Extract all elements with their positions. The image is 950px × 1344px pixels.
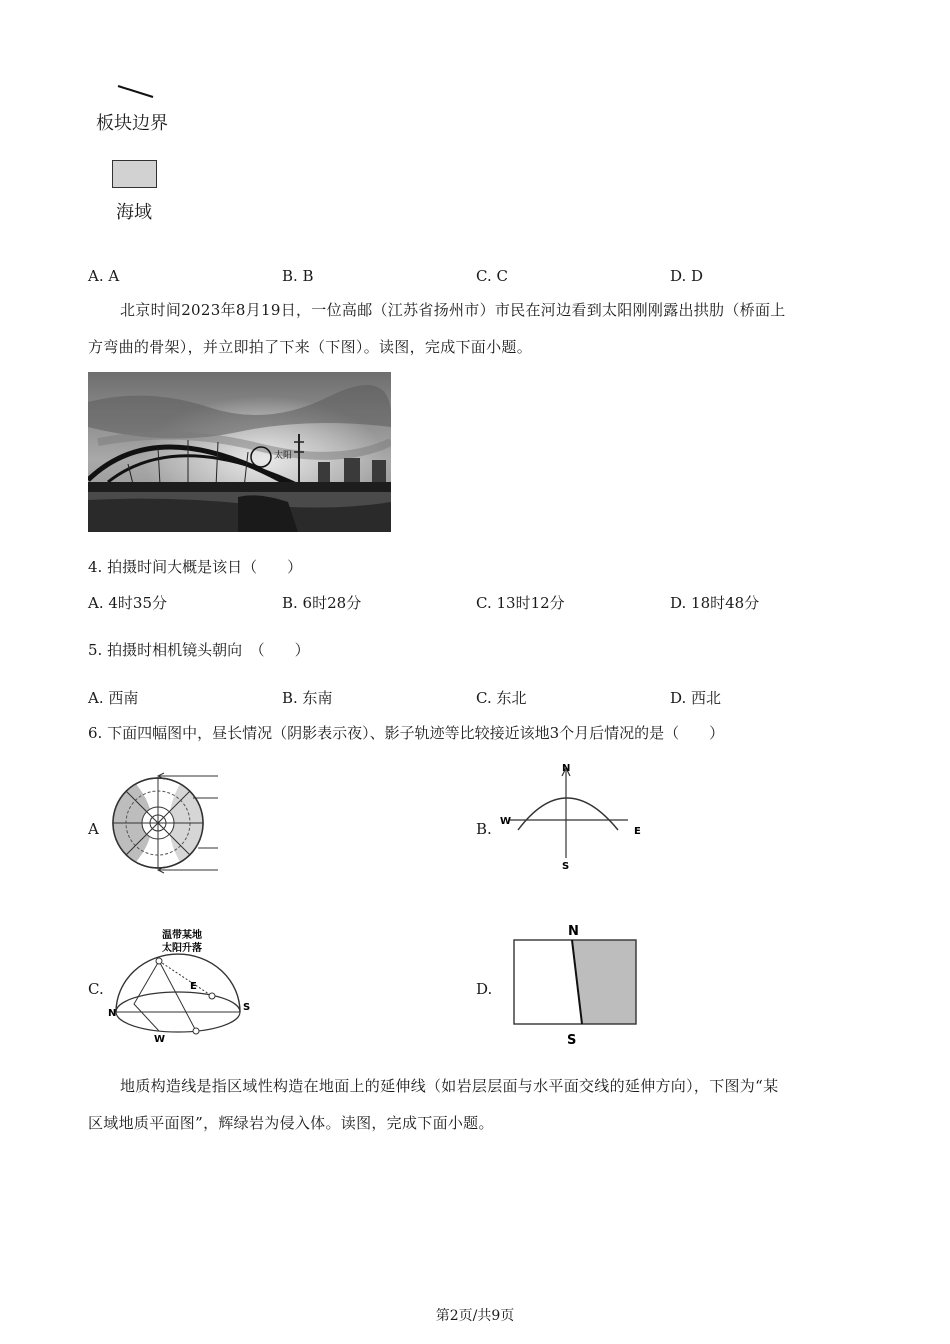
- q6-figure-b-label[interactable]: B.: [476, 820, 492, 838]
- q4-option-b[interactable]: B. 6时28分: [282, 594, 362, 612]
- polar-daylight-diagram: [108, 768, 220, 878]
- bridge-sunrise-photo: [88, 372, 391, 532]
- intro2-line1: 地质构造线是指区域性构造在地面上的延伸线（如岩层层面与水平面交线的延伸方向），下图为“某: [120, 1077, 779, 1095]
- intro2-line2: 区域地质平面图”，辉绿岩为侵入体。读图，完成下面小题。: [88, 1114, 494, 1132]
- q3-option-b[interactable]: B. B: [282, 267, 314, 285]
- sea-area-label: 海域: [116, 202, 152, 223]
- plate-boundary-symbol: [115, 82, 160, 102]
- sun-label: 太阳: [274, 451, 293, 461]
- q3-option-a[interactable]: A. A: [88, 267, 120, 285]
- figure-b-north: N: [562, 763, 571, 774]
- figure-d-south: S: [567, 1033, 577, 1048]
- figure-c-title-1: 温带某地: [162, 930, 202, 941]
- figure-c-east: E: [190, 981, 197, 992]
- figure-d-north: N: [568, 924, 579, 939]
- figure-b-south: S: [562, 861, 570, 872]
- sea-area-symbol: [112, 160, 157, 188]
- sun-path-dome-diagram: [104, 924, 254, 1046]
- day-night-rectangle-diagram: [510, 920, 642, 1048]
- q4-option-c[interactable]: C. 13时12分: [476, 594, 565, 612]
- q5-option-b[interactable]: B. 东南: [282, 689, 333, 707]
- q4-stem: 4. 拍摄时间大概是该日（ ）: [88, 558, 303, 576]
- intro1-line1: 北京时间2023年8月19日，一位高邮（江苏省扬州市）市民在河边看到太阳刚刚露出拱肋（桥面上: [120, 301, 786, 319]
- q5-option-d[interactable]: D. 西北: [670, 689, 722, 707]
- shadow-track-diagram: [496, 758, 656, 876]
- q5-stem: 5. 拍摄时相机镜头朝向 （ ）: [88, 641, 310, 659]
- figure-b-east: E: [634, 826, 641, 837]
- page-footer: 第2页/共9页: [435, 1308, 515, 1324]
- figure-c-title-2: 太阳升落: [162, 943, 202, 954]
- q3-option-d[interactable]: D. D: [670, 267, 704, 285]
- q5-option-a[interactable]: A. 西南: [88, 689, 139, 707]
- q5-option-c[interactable]: C. 东北: [476, 689, 527, 707]
- q4-option-a[interactable]: A. 4时35分: [88, 594, 167, 612]
- figure-c-north: N: [108, 1008, 117, 1019]
- intro1-line2: 方弯曲的骨架），并立即拍了下来（下图）。读图，完成下面小题。: [88, 338, 533, 356]
- figure-c-west: W: [154, 1034, 166, 1045]
- q6-figure-d-label[interactable]: D.: [476, 980, 493, 998]
- q6-stem: 6. 下面四幅图中，昼长情况（阴影表示夜）、影子轨迹等比较接近该地3个月后情况的是（ ）: [88, 724, 725, 742]
- q4-option-d[interactable]: D. 18时48分: [670, 594, 760, 612]
- figure-c-south: S: [243, 1002, 251, 1013]
- q6-figure-c-label[interactable]: C.: [88, 980, 104, 998]
- plate-boundary-label: 板块边界: [96, 113, 168, 134]
- figure-b-west: W: [500, 816, 512, 827]
- q6-figure-a-label[interactable]: A: [88, 820, 99, 838]
- q3-option-c[interactable]: C. C: [476, 267, 508, 285]
